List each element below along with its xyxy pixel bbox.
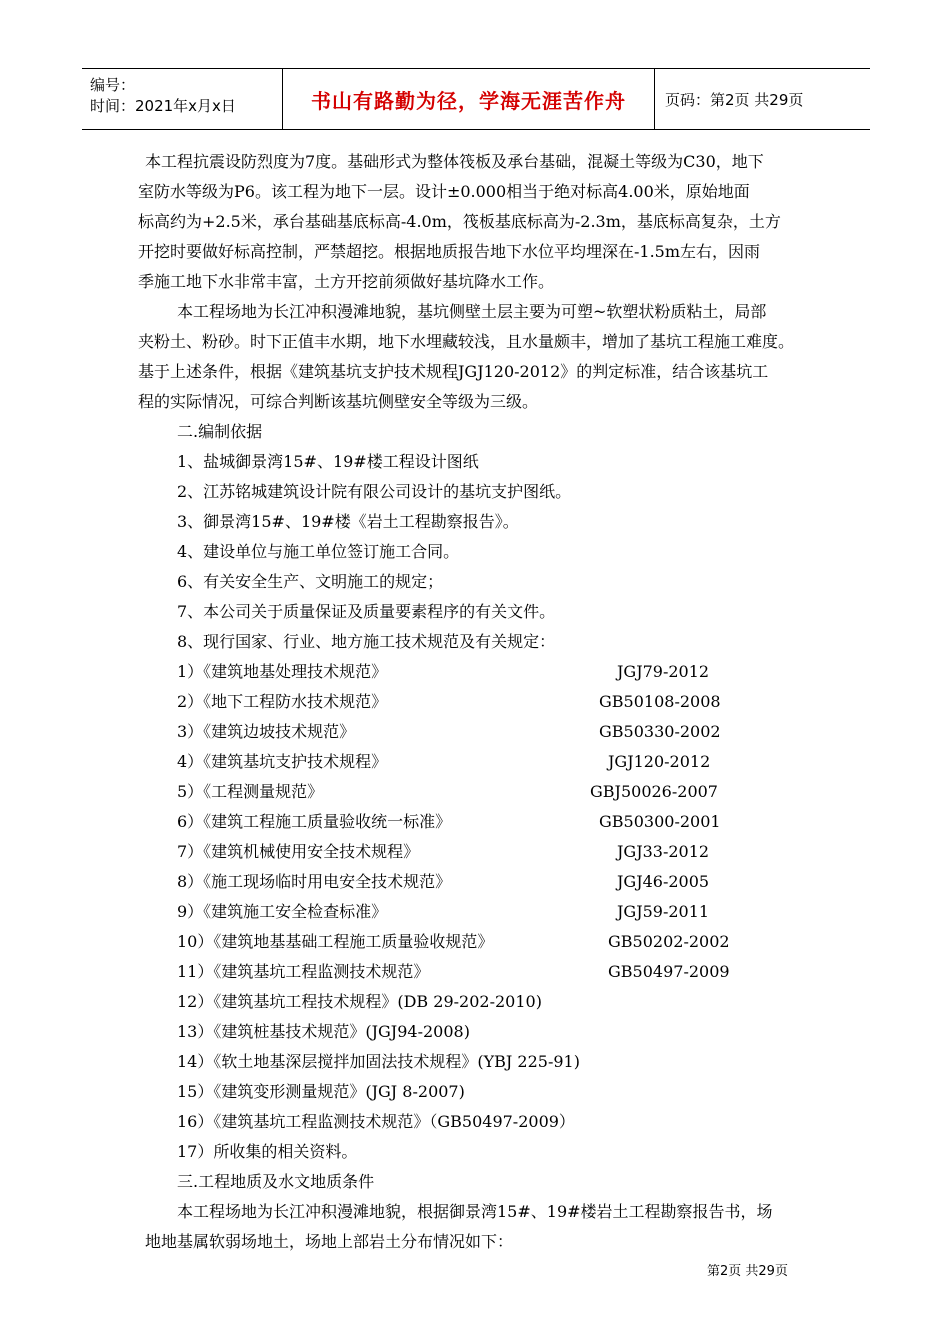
standard-title: 8）《施工现场临时用电安全技术规范》 (177, 872, 452, 891)
text-line: 基于上述条件，根据《建筑基坑支护技术规程JGJ120-2012》的判定标准，结合该基坑工 (138, 362, 769, 381)
standard-title: 11）《建筑基坑工程监测技术规范》 (177, 962, 430, 981)
list-item: 4、建设单位与施工单位签订施工合同。 (177, 542, 460, 561)
standard-title: 3）《建筑边坡技术规范》 (177, 722, 356, 741)
geology-paragraph (145, 1197, 825, 1257)
standard-row (145, 747, 825, 777)
list-item: 7、本公司关于质量保证及质量要素程序的有关文件。 (177, 602, 556, 621)
standard-item: 15）《建筑变形测量规范》(JGJ 8-2007) (177, 1082, 465, 1101)
standard-title: 10）《建筑地基基础工程施工质量验收规范》 (177, 932, 494, 951)
header-page-info: 页码：第2页 共29页 (665, 90, 804, 109)
list-item: 6、有关安全生产、文明施工的规定； (177, 572, 444, 591)
standard-title: 4）《建筑基坑支护技术规程》 (177, 752, 388, 771)
intro-paragraph (138, 147, 825, 297)
standard-title: 5）《工程测量规范》 (177, 782, 324, 801)
standard-row (145, 717, 825, 747)
site-paragraph (138, 297, 825, 417)
standard-title: 6）《建筑工程施工质量验收统一标准》 (177, 812, 452, 831)
standard-row (145, 927, 825, 957)
standard-code: JGJ120-2012 (608, 752, 711, 771)
standard-row (145, 837, 825, 867)
document-body (138, 147, 825, 1257)
text-line: 夹粉土、粉砂。时下正值丰水期，地下水埋藏较浅，且水量颇丰，增加了基坑工程施工难度。 (138, 332, 795, 351)
standards-inline-list (145, 987, 825, 1167)
standard-title: 7）《建筑机械使用安全技术规程》 (177, 842, 420, 861)
standard-item: 17）所收集的相关资料。 (177, 1142, 358, 1161)
standard-code: JGJ33-2012 (617, 842, 710, 861)
standard-item: 14）《软土地基深层搅拌加固法技术规程》(YBJ 225-91) (177, 1052, 580, 1071)
section-heading: 三.工程地质及水文地质条件 (177, 1172, 375, 1191)
standard-row (145, 897, 825, 927)
text-line: 本工程场地为长江冲积漫滩地貌，基坑侧壁土层主要为可塑~软塑状粉质粘土，局部 (177, 302, 767, 321)
standard-code: JGJ59-2011 (617, 902, 710, 921)
text-line: 标高约为+2.5米，承台基础基底标高-4.0m，筏板基底标高为-2.3m，基底标高复杂，土方 (138, 212, 781, 231)
header-motto: 书山有路勤为径，学海无涯苦作舟 (282, 69, 655, 129)
standard-code: GB50202-2002 (608, 932, 730, 951)
section-heading: 二.编制依据 (177, 422, 263, 441)
text-line: 地地基属软弱场地土，场地上部岩土分布情况如下： (145, 1232, 514, 1251)
text-line: 程的实际情况，可综合判断该基坑侧壁安全等级为三级。 (138, 392, 539, 411)
list-item: 3、御景湾15#、19#楼《岩土工程勘察报告》。 (177, 512, 519, 531)
standard-title: 9）《建筑施工安全检查标准》 (177, 902, 388, 921)
standard-code: GBJ50026-2007 (590, 782, 718, 801)
standard-row (145, 807, 825, 837)
standard-row (145, 657, 825, 687)
standards-list (145, 657, 825, 987)
text-line: 本工程场地为长江冲积漫滩地貌，根据御景湾15#、19#楼岩土工程勘察报告书，场 (177, 1202, 773, 1221)
text-line: 开挖时要做好标高控制，严禁超挖。根据地质报告地下水位平均埋深在-1.5m左右，因雨 (138, 242, 761, 261)
number-label: 编号： (90, 76, 136, 94)
header-meta (82, 69, 282, 129)
standard-title: 2）《地下工程防水技术规范》 (177, 692, 388, 711)
time-label: 时间：2021年x月x日 (90, 97, 236, 115)
text-line: 本工程抗震设防烈度为7度。基础形式为整体筏板及承台基础，混凝土等级为C30，地下 (145, 152, 764, 171)
standard-code: GB50497-2009 (608, 962, 730, 981)
standard-code: JGJ46-2005 (617, 872, 710, 891)
standard-code: JGJ79-2012 (617, 662, 710, 681)
standard-code: GB50300-2001 (599, 812, 721, 831)
basis-list (145, 447, 825, 657)
standard-code: GB50108-2008 (599, 692, 721, 711)
standard-row (145, 687, 825, 717)
standard-code: GB50330-2002 (599, 722, 721, 741)
standard-row (145, 867, 825, 897)
list-item: 8、现行国家、行业、地方施工技术规范及有关规定： (177, 632, 556, 651)
standard-row (145, 777, 825, 807)
list-item: 1、盐城御景湾15#、19#楼工程设计图纸 (177, 452, 479, 471)
standard-item: 16）《建筑基坑工程监测技术规范》（GB50497-2009） (177, 1112, 575, 1131)
list-item: 2、江苏铭城建筑设计院有限公司设计的基坑支护图纸。 (177, 482, 572, 501)
text-line: 室防水等级为P6。该工程为地下一层。设计±0.000相当于绝对标高4.00米，原始地面 (138, 182, 750, 201)
page-footer: 第2页 共29页 (707, 1264, 788, 1279)
standard-row (145, 957, 825, 987)
standard-title: 1）《建筑地基处理技术规范》 (177, 662, 388, 681)
text-line: 季施工地下水非常丰富，土方开挖前须做好基坑降水工作。 (138, 272, 555, 291)
page-header (82, 68, 870, 130)
standard-item: 12）《建筑基坑工程技术规程》(DB 29-202-2010) (177, 992, 542, 1011)
standard-item: 13）《建筑桩基技术规范》(JGJ94-2008) (177, 1022, 470, 1041)
